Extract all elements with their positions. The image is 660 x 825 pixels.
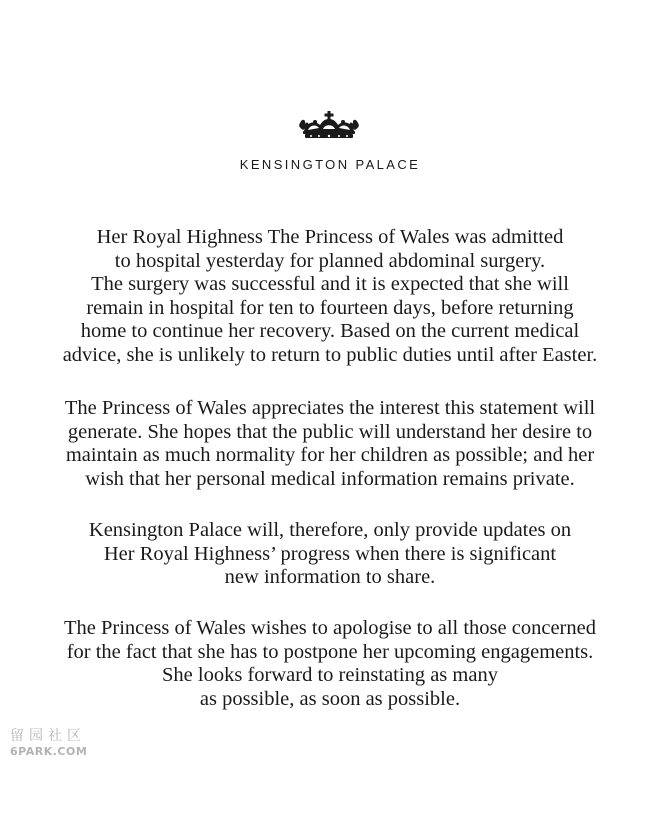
crown-icon — [297, 110, 361, 140]
statement-line: generate. She hopes that the public will understand her desire to — [67, 420, 593, 443]
statement-line: to hospital yesterday for planned abdominal surgery. — [114, 249, 546, 272]
watermark-site-text: 6PARK.COM — [10, 745, 88, 758]
statement-line: maintain as much normality for her children as possible; and her — [65, 444, 595, 467]
statement-line: as possible, as soon as possible. — [199, 687, 461, 710]
statement-line: advice, she is unlikely to return to public duties until after Easter. — [62, 343, 598, 366]
statement-line: home to continue her recovery. Based on the current medical — [80, 320, 580, 343]
statement-line: Kensington Palace will, therefore, only provide updates on — [88, 519, 572, 541]
statement-line: Her Royal Highness’ progress when there is significant — [103, 542, 557, 565]
statement-line: wish that her personal medical information remains private. — [85, 467, 575, 490]
statement-line: Her Royal Highness The Princess of Wales was admitted — [96, 226, 564, 248]
statement-line: for the fact that she has to postpone her upcoming engagements. — [66, 640, 594, 663]
statement-line: She looks forward to reinstating as many — [162, 664, 498, 687]
statement-paragraph-3 — [30, 519, 630, 590]
watermark-chinese-text: 留园社区 — [10, 728, 86, 744]
statement-line: remain in hospital for ten to fourteen days, before returning — [86, 296, 574, 319]
statement-line: The surgery was successful and it is expected that she will — [91, 273, 569, 296]
statement-paragraph-1 — [30, 226, 630, 368]
site-watermark — [10, 727, 100, 758]
palace-title: KENSINGTON PALACE — [239, 157, 421, 172]
statement-paragraph-2 — [30, 397, 630, 491]
statement-paragraph-4 — [30, 617, 630, 711]
statement-line: The Princess of Wales appreciates the interest this statement will — [64, 397, 596, 419]
statement-line: new information to share. — [224, 566, 436, 589]
statement-line: The Princess of Wales wishes to apologise to all those concerned — [64, 617, 596, 639]
